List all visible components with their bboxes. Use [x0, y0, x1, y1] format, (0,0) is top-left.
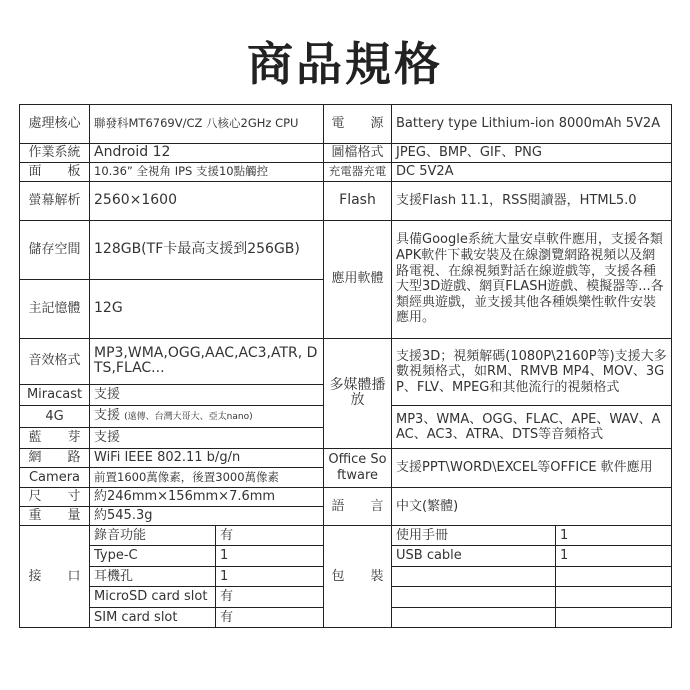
table-row	[20, 526, 672, 546]
spec-label: 4G	[20, 406, 90, 427]
spec-label: 作業系統	[20, 143, 90, 162]
spec-value: WiFi IEEE 802.11 b/g/n	[90, 448, 324, 467]
spec-value: 2560×1600	[90, 182, 324, 221]
spec-label: Camera	[20, 468, 90, 487]
package-item-name: 使用手冊	[392, 526, 556, 546]
port-name: 錄音功能	[90, 526, 216, 546]
spec-value: 約545.3g	[90, 506, 324, 525]
port-value: 有	[216, 587, 324, 607]
package-item-qty	[556, 607, 672, 628]
spec-value: 支援	[90, 384, 324, 405]
port-value: 1	[216, 566, 324, 586]
table-row	[20, 338, 672, 384]
port-name: SIM card slot	[90, 607, 216, 628]
page-title: 商品規格	[247, 37, 443, 91]
spec-value: MP3,WMA,OGG,AAC,AC3,ATR, DTS,FLAC...	[90, 338, 324, 384]
package-item-name	[392, 566, 556, 586]
spec-label: 重 量	[20, 506, 90, 525]
lte-support: 支援	[94, 407, 121, 423]
package-item-qty	[556, 566, 672, 586]
spec-value	[90, 406, 324, 427]
spec-label: 包 裝	[324, 526, 392, 628]
spec-label: 面 板	[20, 162, 90, 181]
table-row	[20, 487, 672, 506]
spec-value: MP3、WMA、OGG、FLAC、APE、WAV、AAC、AC3、ATRA、DTS等音頻格式	[392, 406, 672, 449]
spec-value: 前置1600萬像素，後置3000萬像素	[90, 468, 324, 487]
spec-label: 圖檔格式	[324, 143, 392, 162]
table-row	[20, 143, 672, 162]
package-item-name: USB cable	[392, 546, 556, 566]
package-item-qty: 1	[556, 546, 672, 566]
package-item-qty: 1	[556, 526, 672, 546]
spec-value: 聯發科MT6769V/CZ 八核心2GHz CPU	[90, 105, 324, 144]
spec-value: 支援PPT\WORD\EXCEL等OFFICE 軟件應用	[392, 448, 672, 487]
table-row	[20, 220, 672, 279]
spec-table	[19, 104, 672, 628]
spec-value: 約246mm×156mm×7.6mm	[90, 487, 324, 506]
spec-value: 支援3D；視頻解碼(1080P\2160P等)支援大多數視頻格式，如RM、RMVB MP4、MOV、3GP、FLV、MPEG和其他流行的視頻格式	[392, 338, 672, 406]
spec-label: 螢幕解析	[20, 182, 90, 221]
spec-value: 12G	[90, 279, 324, 338]
port-name: MicroSD card slot	[90, 587, 216, 607]
table-row	[20, 448, 672, 467]
table-row	[20, 182, 672, 221]
spec-label: 處理核心	[20, 105, 90, 144]
spec-label: 電 源	[324, 105, 392, 144]
package-item-qty	[556, 587, 672, 607]
spec-value: 支援Flash 11.1，RSS閱讀器，HTML5.0	[392, 182, 672, 221]
spec-label: 網 路	[20, 448, 90, 467]
spec-value: 具備Google系統大量安卓軟件應用，支援各類APK軟件下載安裝及在線瀏覽網路視頻以及網路電視、在線視頻對話在線遊戲等，支援各種大型3D遊戲、網頁FLASH遊戲、模擬器等...各類經典遊戲，並支援其他各種娛樂性軟件安裝應用。	[392, 220, 672, 338]
spec-label: 音效格式	[20, 338, 90, 384]
port-value: 有	[216, 526, 324, 546]
spec-label: 儲存空間	[20, 220, 90, 279]
spec-label: 應用軟體	[324, 220, 392, 338]
spec-label: Miracast	[20, 384, 90, 405]
spec-value: 128GB(TF卡最高支援到256GB)	[90, 220, 324, 279]
package-item-name	[392, 587, 556, 607]
spec-label: 尺 寸	[20, 487, 90, 506]
port-value: 1	[216, 546, 324, 566]
spec-value: Battery type Lithium-ion 8000mAh 5V2A	[392, 105, 672, 144]
spec-label: 多媒體播放	[324, 338, 392, 448]
spec-label: 充電器充電	[324, 162, 392, 181]
spec-label: 語 言	[324, 487, 392, 526]
spec-label: Flash	[324, 182, 392, 221]
spec-value: 支援	[90, 427, 324, 448]
spec-label: 主記憶體	[20, 279, 90, 338]
spec-value: 10.36” 全視角 IPS 支援10點觸控	[90, 162, 324, 181]
lte-carriers-note: (遠傳、台灣大哥大、亞太nano)	[124, 411, 253, 422]
spec-label: Office Software	[324, 448, 392, 487]
port-value: 有	[216, 607, 324, 628]
spec-value: 中文(繁體)	[392, 487, 672, 526]
port-name: Type-C	[90, 546, 216, 566]
spec-value: DC 5V2A	[392, 162, 672, 181]
spec-value: JPEG、BMP、GIF、PNG	[392, 143, 672, 162]
table-row	[20, 105, 672, 144]
table-row	[20, 162, 672, 181]
spec-value: Android 12	[90, 143, 324, 162]
spec-label: 藍 芽	[20, 427, 90, 448]
package-item-name	[392, 607, 556, 628]
port-name: 耳機孔	[90, 566, 216, 586]
spec-label: 接 口	[20, 526, 90, 628]
